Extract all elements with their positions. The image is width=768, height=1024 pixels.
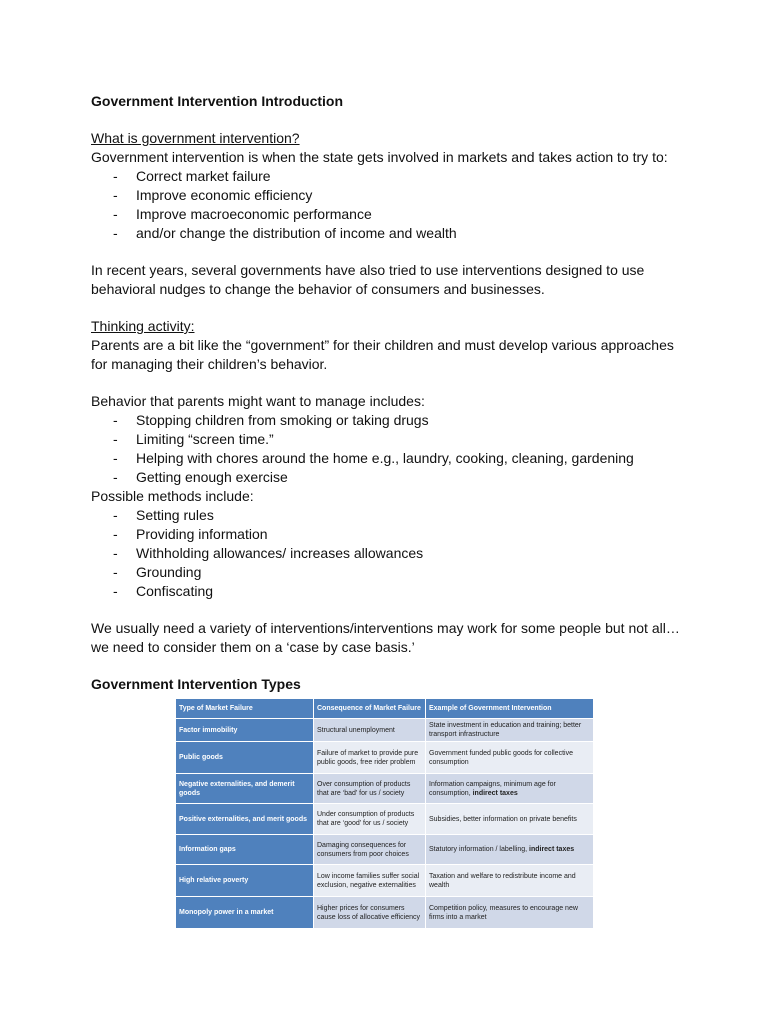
failure-type-cell: Factor immobility — [176, 719, 314, 742]
paragraph-summary-line: We usually need a variety of interventions/interventions may work for some people but not all… — [91, 620, 680, 636]
example-text: Competition policy, measures to encourage new firms into a market — [429, 904, 578, 921]
methods-list — [91, 506, 691, 601]
consequence-cell: Low income families suffer social exclusion, negative externalities — [314, 865, 426, 897]
example-cell — [426, 897, 594, 929]
paragraph-activity-line: Parents are a bit like the “government” for their children and must develop various approaches — [91, 337, 674, 353]
failure-type-cell: Information gaps — [176, 835, 314, 865]
consequence-cell: Structural unemployment — [314, 719, 426, 742]
example-text: Government funded public goods for collective consumption — [429, 749, 573, 766]
list-item: - Getting enough exercise — [91, 468, 691, 487]
failure-type-cell: Monopoly power in a market — [176, 897, 314, 929]
consequence-cell: Failure of market to provide pure public goods, free rider problem — [314, 742, 426, 774]
market-failure-table — [175, 698, 594, 929]
aims-list — [91, 167, 691, 243]
methods-intro: Possible methods include: — [91, 488, 254, 504]
section-heading-thinking-activity: Thinking activity: — [91, 318, 195, 334]
list-item: - Improve macroeconomic performance — [91, 205, 691, 224]
list-item: - Limiting “screen time.” — [91, 430, 691, 449]
paragraph-nudges-line: In recent years, several governments have also tried to use interventions designed to use — [91, 262, 645, 278]
example-text: Information campaigns, minimum age for consumption, — [429, 780, 556, 797]
failure-type-cell: High relative poverty — [176, 865, 314, 897]
list-item: - Grounding — [91, 563, 691, 582]
section-heading-intervention-types: Government Intervention Types — [91, 676, 301, 692]
failure-type-cell: Public goods — [176, 742, 314, 774]
example-text: Subsidies, better information on private benefits — [429, 815, 577, 823]
column-header: Consequence of Market Failure — [314, 699, 426, 719]
table-row — [176, 774, 594, 804]
consequence-cell: Under consumption of products that are ‘good’ for us / society — [314, 804, 426, 835]
list-item: - Confiscating — [91, 582, 691, 601]
consequence-cell: Over consumption of products that are ‘bad’ for us / society — [314, 774, 426, 804]
list-item: - Improve economic efficiency — [91, 186, 691, 205]
list-item: - Providing information — [91, 525, 691, 544]
paragraph-activity-line: for managing their children’s behavior. — [91, 356, 328, 372]
document-page — [91, 92, 691, 694]
table-row — [176, 835, 594, 865]
list-item: - Withholding allowances/ increases allowances — [91, 544, 691, 563]
example-emphasis: indirect taxes — [529, 846, 575, 853]
paragraph-intro: Government intervention is when the state gets involved in markets and takes action to try to: — [91, 149, 668, 165]
example-cell — [426, 865, 594, 897]
table-header-row — [176, 699, 594, 719]
failure-type-cell: Positive externalities, and merit goods — [176, 804, 314, 835]
section-heading-what-is: What is government intervention? — [91, 130, 300, 146]
behavior-intro: Behavior that parents might want to manage includes: — [91, 393, 425, 409]
table-row — [176, 865, 594, 897]
example-cell — [426, 774, 594, 804]
list-item: - Helping with chores around the home e.g., laundry, cooking, cleaning, gardening — [91, 449, 691, 468]
table-row — [176, 742, 594, 774]
behavior-list — [91, 411, 691, 487]
column-header: Type of Market Failure — [176, 699, 314, 719]
list-item: - Correct market failure — [91, 167, 691, 186]
paragraph-summary-line: we need to consider them on a ‘case by case basis.’ — [91, 639, 415, 655]
table-row — [176, 719, 594, 742]
failure-type-cell: Negative externalities, and demerit goods — [176, 774, 314, 804]
consequence-cell: Higher prices for consumers cause loss of allocative efficiency — [314, 897, 426, 929]
document-title: Government Intervention Introduction — [91, 93, 344, 109]
example-emphasis: indirect taxes — [472, 789, 518, 797]
consequence-cell: Damaging consequences for consumers from poor choices — [314, 835, 426, 865]
column-header: Example of Government Intervention — [426, 699, 594, 719]
example-cell — [426, 719, 594, 742]
paragraph-nudges-line: behavioral nudges to change the behavior of consumers and businesses. — [91, 281, 545, 297]
example-cell — [426, 742, 594, 774]
example-cell — [426, 835, 594, 865]
list-item: - Stopping children from smoking or taking drugs — [91, 411, 691, 430]
table-row — [176, 897, 594, 929]
example-text: Taxation and welfare to redistribute income and wealth — [429, 872, 576, 889]
table-row — [176, 804, 594, 835]
example-text: State investment in education and training; better transport infrastructure — [429, 722, 582, 738]
example-text: Statutory information / labelling, — [429, 846, 529, 853]
list-item: - Setting rules — [91, 506, 691, 525]
list-item: - and/or change the distribution of income and wealth — [91, 224, 691, 243]
example-cell — [426, 804, 594, 835]
